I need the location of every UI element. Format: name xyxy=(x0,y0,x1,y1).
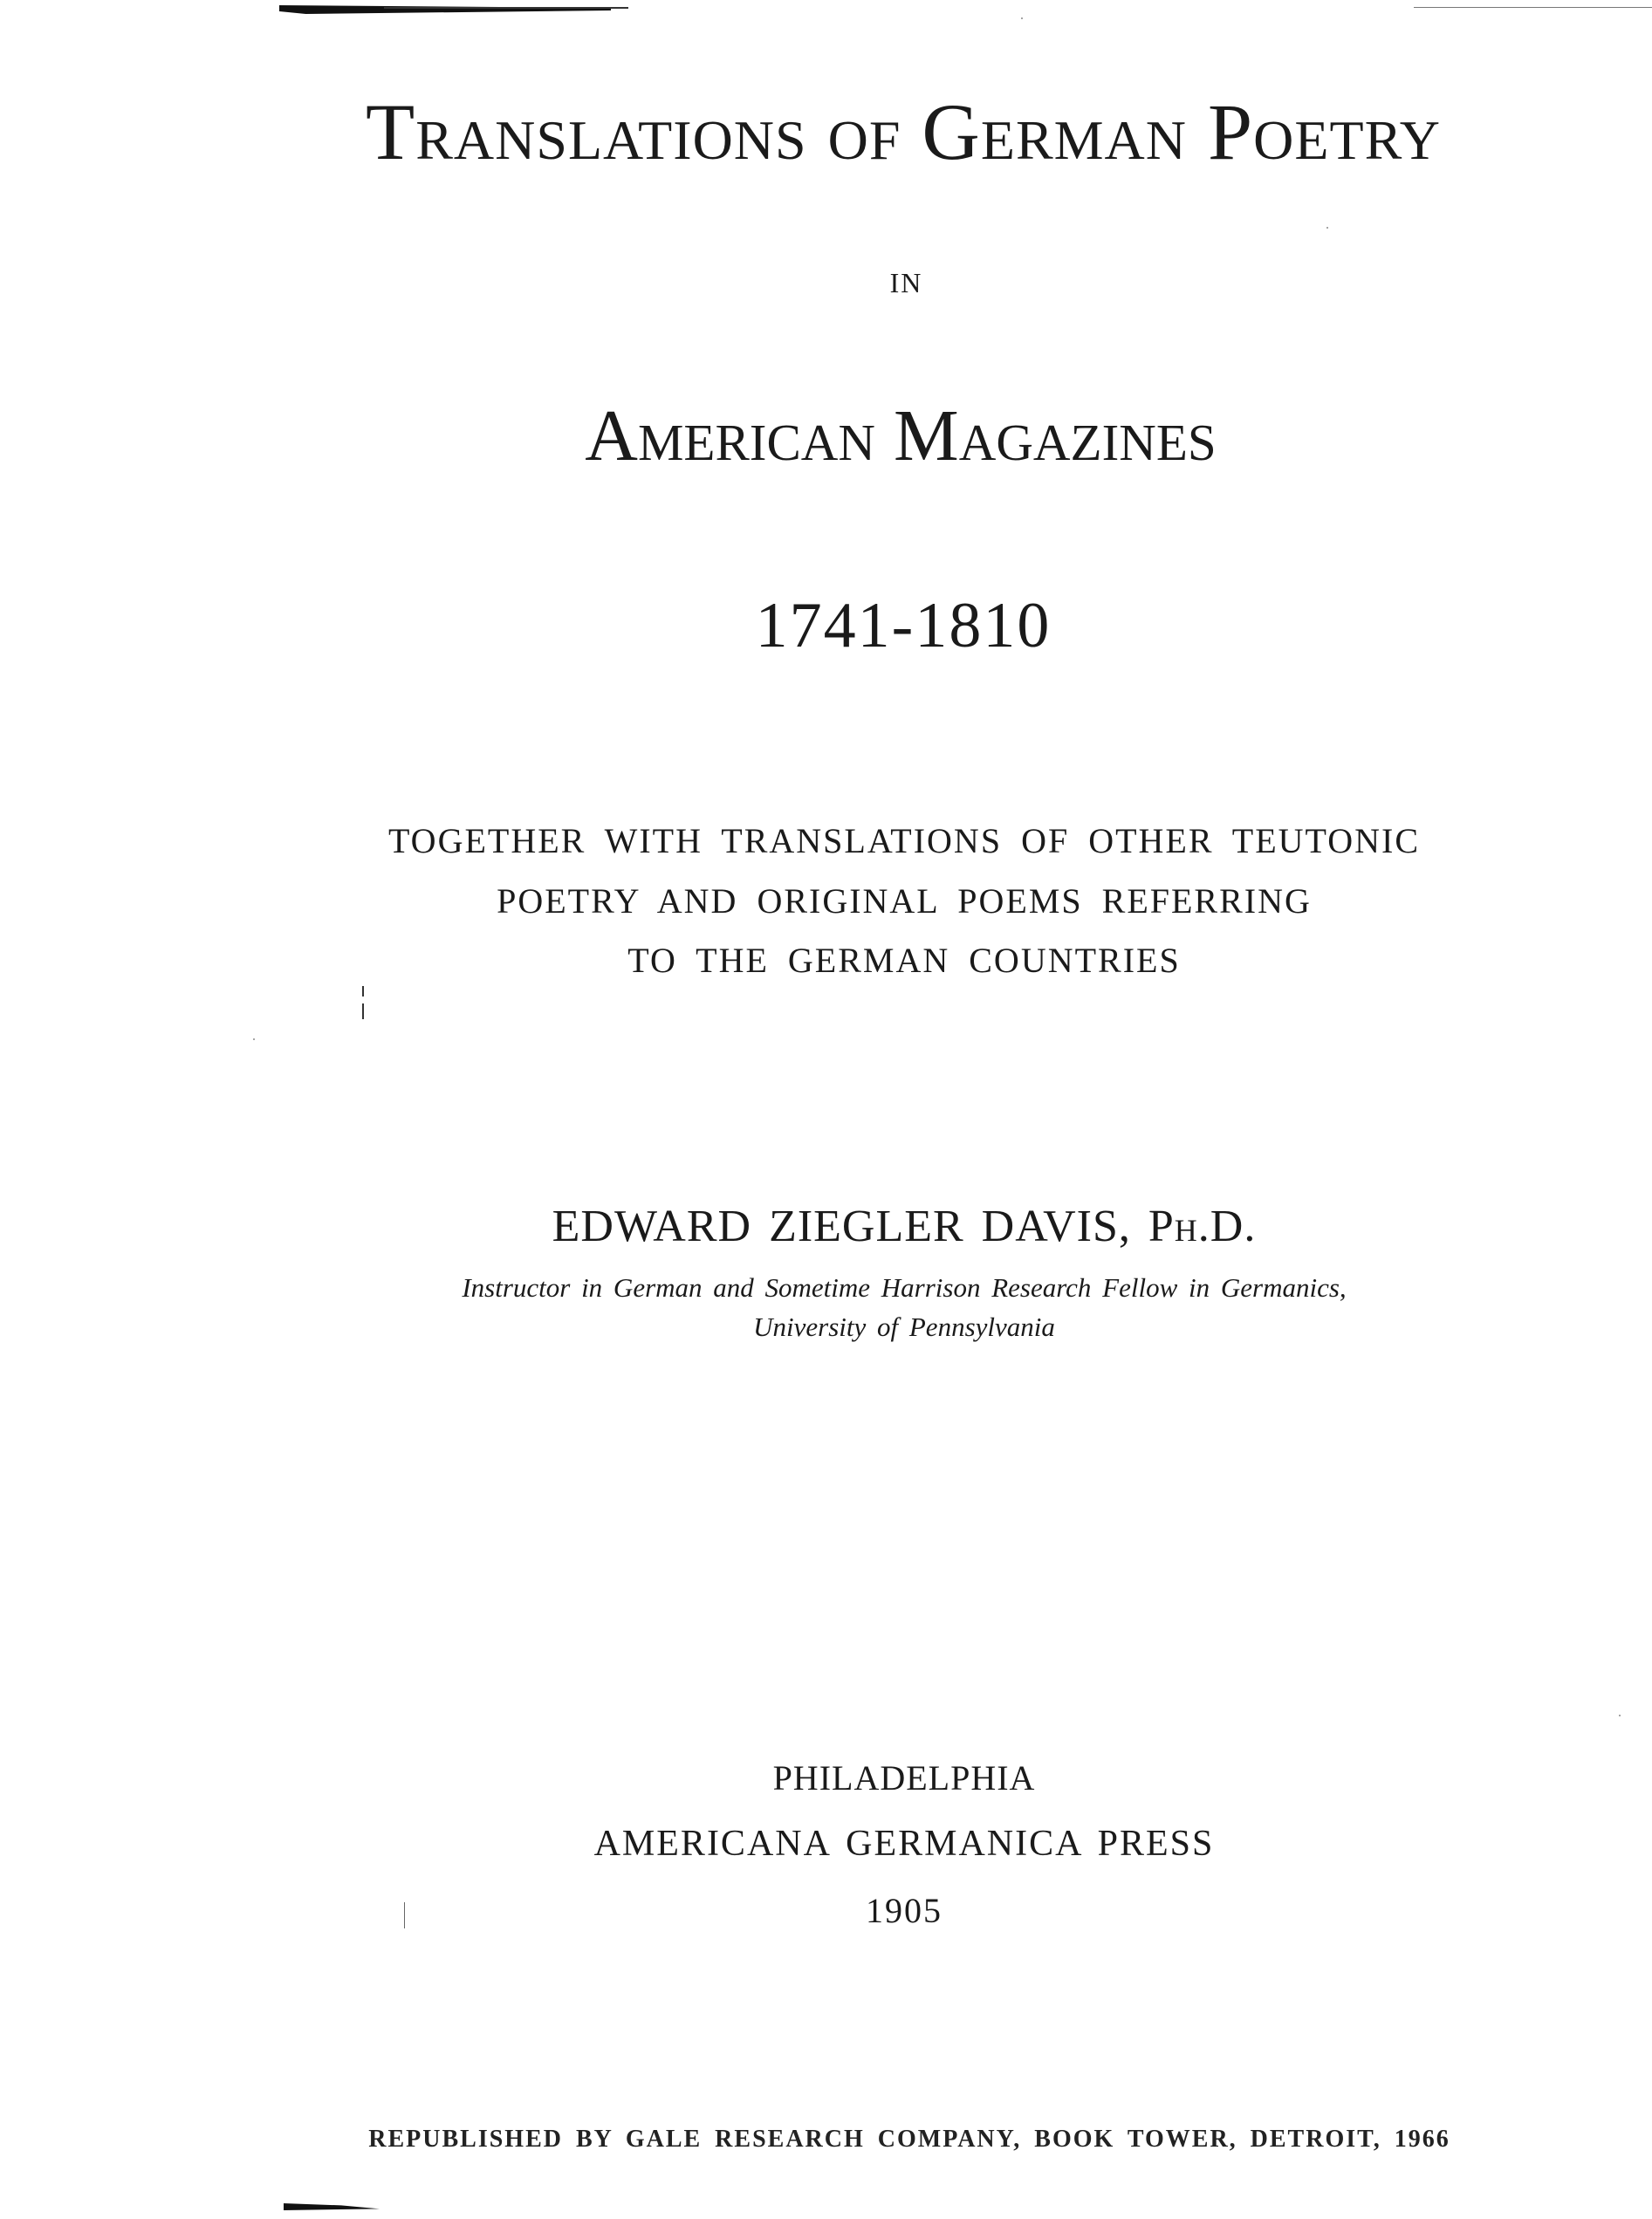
title-connector: IN xyxy=(889,267,923,298)
book-title: Translations of German Poetry xyxy=(366,87,1441,176)
publication-year: 1905 xyxy=(866,1891,943,1930)
description-line: TO THE GERMAN COUNTRIES xyxy=(627,941,1181,980)
scan-artifact-right-line xyxy=(1414,7,1652,8)
author-name: EDWARD ZIEGLER DAVIS, xyxy=(552,1202,1131,1251)
republication-notice: REPUBLISHED BY GALE RESEARCH COMPANY, BOOK TOWER, DETROIT, 1966 xyxy=(368,2126,1450,2153)
author-affiliation: Instructor in German and Sometime Harrison Research Fellow in Germanics, xyxy=(462,1272,1347,1303)
book-subtitle: American Magazines xyxy=(585,395,1217,476)
author-line xyxy=(360,1204,1449,1250)
author-degree: Ph.D. xyxy=(1148,1202,1257,1251)
scan-artifact-tick xyxy=(362,986,364,996)
description-line: TOGETHER WITH TRANSLATIONS OF OTHER TEUTONIC xyxy=(387,821,1421,860)
author-university: University of Pennsylvania xyxy=(753,1312,1055,1342)
publisher-city: PHILADELPHIA xyxy=(772,1758,1036,1798)
scan-speck xyxy=(1326,227,1328,229)
scan-artifact-top-line xyxy=(384,7,628,9)
date-range: 1741-1810 xyxy=(755,590,1052,661)
scan-artifact-tick xyxy=(362,1003,364,1019)
publisher-name: AMERICANA GERMANICA PRESS xyxy=(593,1824,1215,1864)
scan-speck xyxy=(253,1038,255,1040)
description-line: POETRY AND ORIGINAL POEMS REFERRING xyxy=(497,881,1312,921)
scan-artifact-bottom-bar xyxy=(284,2203,380,2210)
scan-speck xyxy=(1619,1715,1621,1716)
scan-speck xyxy=(1021,17,1023,19)
